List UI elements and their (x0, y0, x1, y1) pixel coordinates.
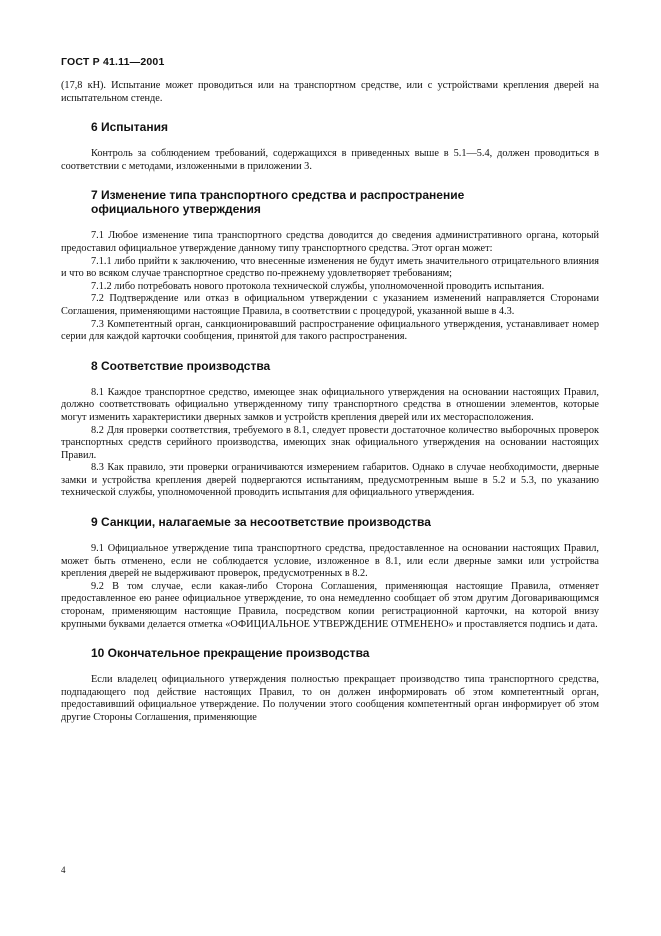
paragraph: 9.2 В том случае, если какая-либо Сторона Соглашения, применяющая настоящие Правила, отменяет предоставленное ею ранее официальное утверждение, то она немедленно сообщает об этом другим Договаривающимся сторонам, применяющим настоящие Правила, посредством копии регистрационной карточки, на которой внизу крупными буквами делается отметка «ОФИЦИАЛЬНОЕ УТВЕРЖДЕНИЕ ОТМЕНЕНО» и проставляется подпись и дата. (61, 580, 599, 630)
section-heading: 10 Окончательное прекращение производства (91, 646, 370, 661)
paragraph: 7.1 Любое изменение типа транспортного средства доводится до сведения административного органа, который предоставил официальное утверждение данному типу транспортного средства. Этот орган может: (61, 230, 599, 254)
page-number: 4 (61, 865, 66, 875)
paragraph: 7.2 Подтверждение или отказ в официальном утверждении с указанием изменений направляется Сторонами Соглашения, применяющими настоящие Правила, в соответствии с процедурой, указанной выше в 4.3. (61, 293, 599, 317)
paragraph: Контроль за соблюдением требований, содержащихся в приведенных выше в 5.1—5.4, должен проводиться в соответствии с методами, изложенными в приложении 3. (61, 148, 599, 172)
section-heading: 8 Соответствие производства (91, 358, 271, 373)
paragraph: 8.2 Для проверки соответствия, требуемого в 8.1, следует провести достаточное количество выборочных проверок транспортных средств серийного производства, имеющих знак официального утверждения на основании настоящих Правил. (61, 424, 599, 461)
paragraph: 7.1.1 либо прийти к заключению, что внесенные изменения не будут иметь значительного отрицательного влияния и что во всяком случае транспортное средство по-прежнему удовлетворяет требованиям; (61, 255, 599, 280)
paragraph: 8.1 Каждое транспортное средство, имеющее знак официального утверждения на основании настоящих Правил, должно соответствовать официально утвержденному типу транспортного средства в отношении элементов, которые могут изменить характеристики дверных замков и устройств крепления дверей или их месторасположения. (61, 386, 599, 423)
paragraph: 9.1 Официальное утверждение типа транспортного средства, предоставленное на основании настоящих Правил, может быть отменено, если не соблюдается условие, изложенное в 8.1, или если дверные замки или устройства крепления дверей не выдерживают проверок, предусмотренных в 8.2. (61, 543, 599, 580)
paragraph: Если владелец официального утверждения полностью прекращает производство типа транспортного средства, подпадающего под действие настоящих Правил, то он должен информировать об этом компетентный орган, предоставивший официальное утверждение. По получении этого сообщения компетентный орган информирует об этом другие Стороны Соглашения, применяющие (61, 674, 599, 723)
section-heading: 7 Изменение типа транспортного средства и распространение официального утверждения (91, 188, 465, 217)
section-heading: 9 Санкции, налагаемые за несоответствие производства (91, 515, 431, 530)
paragraph: 7.3 Компетентный орган, санкционировавший распространение официального утверждения, устанавливает номер серии для каждой карточки сообщения, принятой для такого распространения. (61, 318, 599, 343)
document-body (61, 80, 599, 725)
paragraph: (17,8 кН). Испытание может проводиться или на транспортном средстве, или с устройствами крепления дверей на испытательном стенде. (61, 80, 599, 104)
paragraph: 7.1.2 либо потребовать нового протокола технической службы, уполномоченной проводить испытания. (91, 280, 545, 292)
paragraph: 8.3 Как правило, эти проверки ограничиваются измерением габаритов. Однако в случае необходимости, дверные замки и устройства крепления дверей подвергаются испытаниям, предусмотренным выше в 5.2 и 5.3, по указанию технической службы, уполномоченной проводить испытания для официального утверждения. (61, 462, 599, 499)
section-heading: 6 Испытания (91, 120, 168, 135)
document-header: ГОСТ Р 41.11—2001 (61, 56, 165, 68)
